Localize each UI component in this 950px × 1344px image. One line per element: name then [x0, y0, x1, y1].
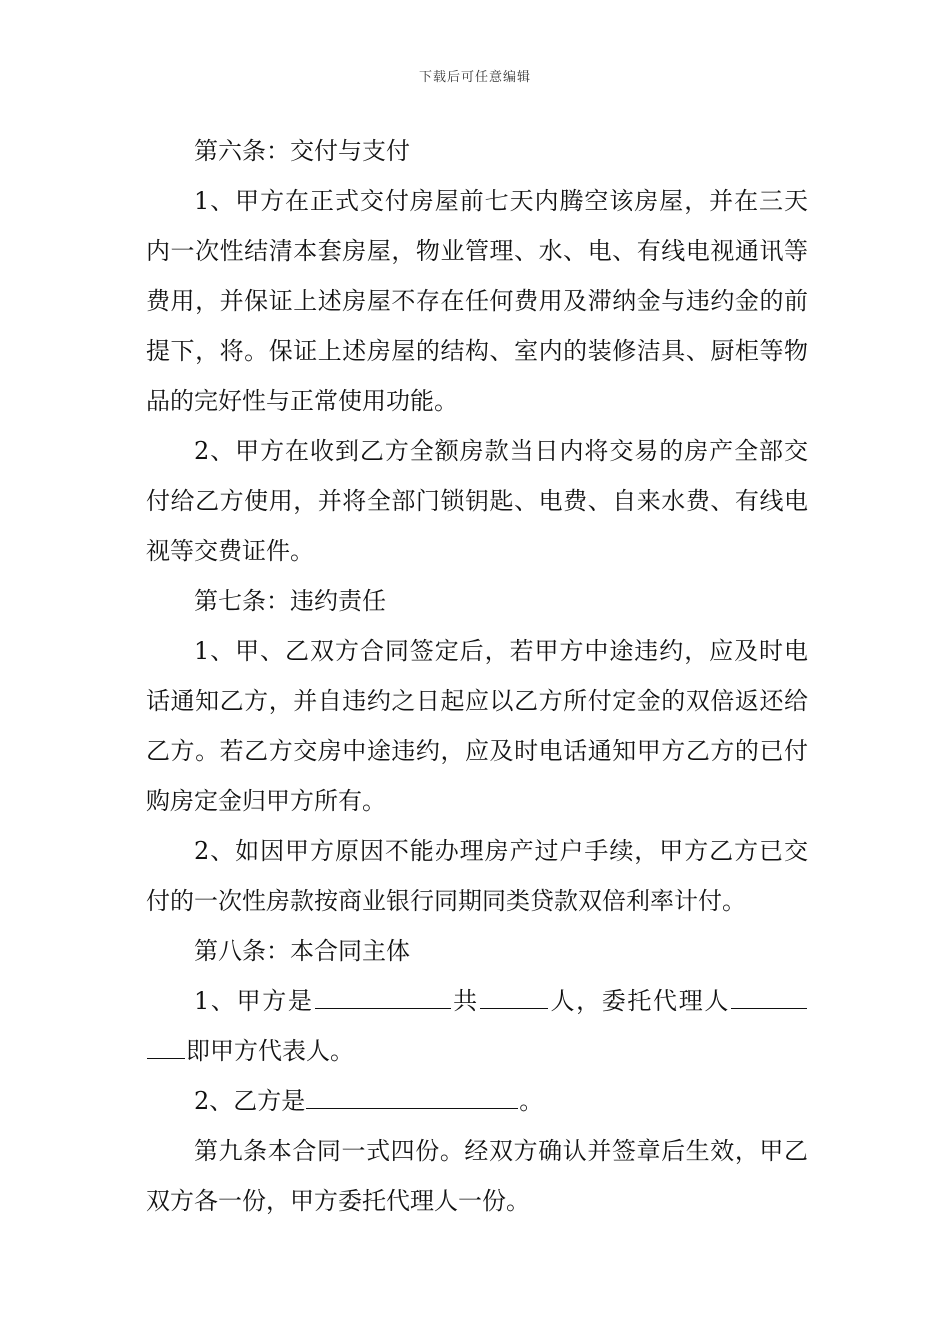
party-a-agent-blank-2[interactable] — [147, 1032, 185, 1059]
party-a-count-blank[interactable] — [480, 982, 548, 1009]
article-7-clause-1: 1、甲、乙双方合同签定后，若甲方中途违约，应及时电话通知乙方，并自违约之日起应以乙方所付定金的双倍返还给乙方。若乙方交房中途违约，应及时电话通知甲方乙方的已付购房定金归甲方所有。 — [146, 637, 808, 815]
article-8-heading: 第八条：本合同主体 — [194, 937, 410, 965]
party-a-agent-blank-1[interactable] — [731, 982, 807, 1009]
article-7-heading: 第七条：违约责任 — [194, 587, 386, 615]
article-6-clause-2: 2、甲方在收到乙方全额房款当日内将交易的房产全部交付给乙方使用，并将全部门锁钥匙、电费、自来水费、有线电视等交费证件。 — [146, 437, 808, 565]
party-a-mid2: 人，委托代理人 — [548, 987, 730, 1015]
party-b-suffix: 。 — [519, 1087, 544, 1115]
article-7-clause-2: 2、如因甲方原因不能办理房产过户手续，甲方乙方已交付的一次性房款按商业银行同期同类贷款双倍利率计付。 — [146, 837, 808, 915]
contract-body — [146, 126, 808, 1226]
party-b-prefix: 2、乙方是 — [194, 1087, 306, 1115]
party-a-suffix: 即甲方代表人。 — [186, 1037, 354, 1065]
article-6-clause-1: 1、甲方在正式交付房屋前七天内腾空该房屋，并在三天内一次性结清本套房屋，物业管理、水、电、有线电视通讯等费用，并保证上述房屋不存在任何费用及滞纳金与违约金的前提下，将。保证上述房屋的结构、室内的装修洁具、厨柜等物品的完好性与正常使用功能。 — [146, 187, 808, 415]
article-6-heading: 第六条：交付与支付 — [194, 137, 410, 165]
article-8-clause-1 — [146, 976, 808, 1076]
page-header-note: 下载后可任意编辑 — [418, 70, 531, 85]
party-a-prefix: 1、甲方是 — [194, 987, 314, 1015]
article-8-clause-2 — [146, 1076, 808, 1126]
article-9-text: 第九条本合同一式四份。经双方确认并签章后生效，甲乙双方各一份，甲方委托代理人一份。 — [146, 1137, 808, 1215]
party-a-name-blank[interactable] — [315, 982, 451, 1009]
party-a-mid1: 共 — [451, 987, 479, 1015]
party-b-name-blank[interactable] — [306, 1082, 518, 1109]
